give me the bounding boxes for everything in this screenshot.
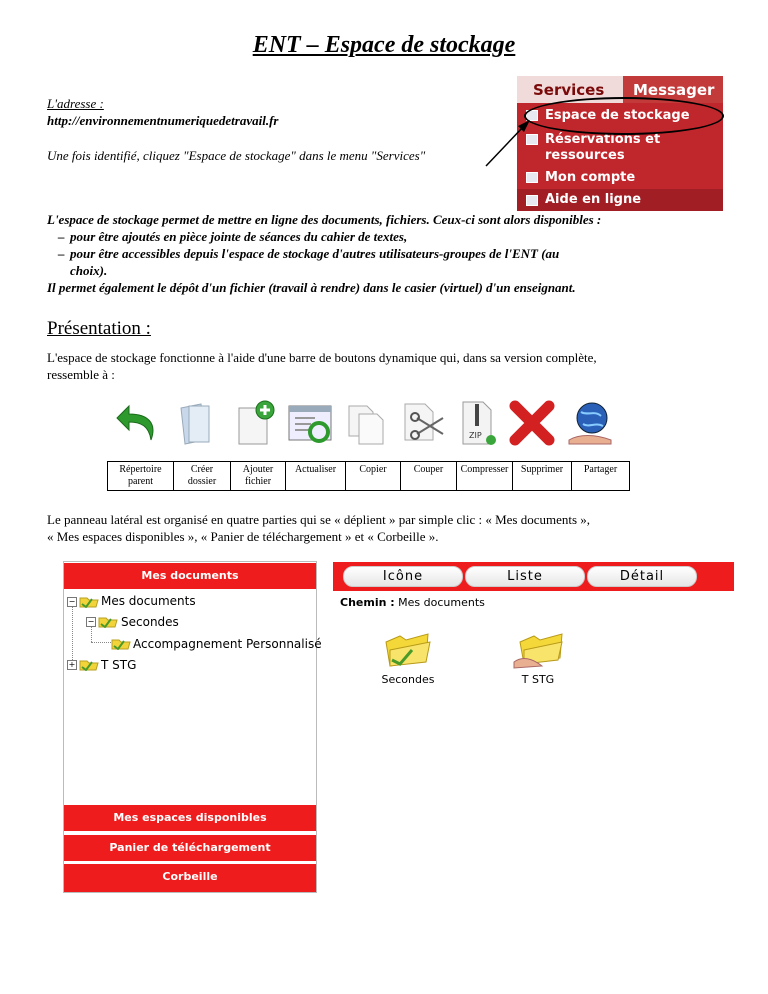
toolbar-labels xyxy=(107,461,630,491)
cut-icon[interactable] xyxy=(399,400,449,446)
panel-header-spaces[interactable]: Mes espaces disponibles xyxy=(64,804,316,831)
label-delete: Supprimer xyxy=(513,462,572,491)
view-mode-bar xyxy=(333,562,734,591)
shared-folder-icon xyxy=(78,594,100,608)
path-breadcrumb: Chemin : Mes documents xyxy=(340,596,485,609)
folder-tstg-icon[interactable] xyxy=(512,630,564,670)
label-compress: Compresser xyxy=(457,462,513,491)
copy-icon[interactable] xyxy=(343,400,393,446)
folder-icon[interactable] xyxy=(171,400,221,446)
menu-bullet-icon xyxy=(526,195,538,206)
svg-text:ZIP: ZIP xyxy=(469,431,482,440)
tree-item-tstg[interactable]: T STG xyxy=(101,658,137,672)
shared-folder-icon xyxy=(110,636,132,650)
address-label: L'adresse : xyxy=(47,96,104,111)
presentation-text-1: L'espace de stockage fonctionne à l'aide d'une barre de boutons dynamique qui, dans sa version complète, xyxy=(47,350,597,365)
page-title: ENT – Espace de stockage xyxy=(252,32,516,58)
menu-item-reservations-cont[interactable]: ressources xyxy=(545,148,625,163)
presentation-text-1-cont: ressemble à : xyxy=(47,367,115,382)
address-url[interactable]: http://environnementnumeriquedetravail.fr xyxy=(47,113,279,128)
shared-folder-icon xyxy=(97,614,119,628)
zip-icon[interactable] xyxy=(455,400,505,446)
tree-line xyxy=(72,604,73,668)
panel-header-trash[interactable]: Corbeille xyxy=(64,863,316,892)
tree-item-accompagnement[interactable]: Accompagnement Personnalisé xyxy=(133,637,322,651)
intro-line-1: L'espace de stockage permet de mettre en ligne des documents, fichiers. Ceux-ci sont alors disponibles : xyxy=(47,212,602,227)
view-icon-button[interactable]: Icône xyxy=(343,566,463,587)
intro-bullet-2: – pour être accessibles depuis l'espace de stockage d'autres utilisateurs-groupes de l'ENT (au xyxy=(58,246,560,261)
label-copy: Copier xyxy=(346,462,401,491)
services-tab[interactable]: Services xyxy=(517,76,623,103)
label-add-file: Ajouter fichier xyxy=(231,462,286,491)
instruction-text: Une fois identifié, cliquez "Espace de stockage" dans le menu "Services" xyxy=(47,148,426,163)
folder-secondes-icon[interactable] xyxy=(382,630,434,670)
delete-icon[interactable] xyxy=(507,400,557,446)
label-cut: Couper xyxy=(401,462,457,491)
intro-bullet-2-cont: choix). xyxy=(70,263,108,278)
label-create-folder: Créer dossier xyxy=(174,462,231,491)
label-share: Partager xyxy=(572,462,630,491)
messager-tab[interactable]: Messager xyxy=(623,76,723,103)
intro-line-2: Il permet également le dépôt d'un fichier (travail à rendre) dans le casier (virtuel) d'un enseignant. xyxy=(47,280,576,295)
expand-icon[interactable]: + xyxy=(68,660,76,669)
add-file-icon[interactable] xyxy=(229,400,279,446)
panel-header-basket[interactable]: Panier de téléchargement xyxy=(64,834,316,861)
label-refresh: Actualiser xyxy=(286,462,346,491)
presentation-text-2: Le panneau latéral est organisé en quatre parties qui se « déplient » par simple clic : « Mes documents », xyxy=(47,512,591,527)
menu-item-account[interactable]: Mon compte xyxy=(517,169,723,186)
side-panel xyxy=(63,561,322,893)
section-heading: Présentation : xyxy=(47,318,151,339)
collapse-icon[interactable]: − xyxy=(87,617,95,626)
folder-label-tstg: T STG xyxy=(521,673,555,686)
view-detail-button[interactable]: Détail xyxy=(587,566,697,587)
share-icon[interactable] xyxy=(565,400,615,446)
view-list-button[interactable]: Liste xyxy=(465,566,585,587)
menu-bullet-icon xyxy=(526,172,538,183)
collapse-icon[interactable]: − xyxy=(68,597,76,606)
pointer-arrow xyxy=(480,110,540,170)
folder-label-secondes: Secondes xyxy=(381,673,435,686)
menu-item-storage[interactable]: Espace de stockage xyxy=(517,107,723,124)
panel-header-documents[interactable]: Mes documents xyxy=(64,562,316,589)
presentation-text-2-cont: « Mes espaces disponibles », « Panier de téléchargement » et « Corbeille ». xyxy=(47,529,439,544)
label-parent-dir: Répertoire parent xyxy=(108,462,174,491)
menu-item-reservations[interactable]: Réservations et xyxy=(517,131,723,148)
highlight-oval xyxy=(524,97,724,135)
back-arrow-icon[interactable] xyxy=(113,400,163,446)
tree-line xyxy=(91,642,111,643)
tree-item-secondes[interactable]: Secondes xyxy=(121,615,179,629)
tree-item-mes-documents[interactable]: Mes documents xyxy=(101,594,196,608)
intro-bullet-1: – pour être ajoutés en pièce jointe de séances du cahier de textes, xyxy=(58,229,408,244)
refresh-icon[interactable] xyxy=(285,400,335,446)
menu-item-help[interactable]: Aide en ligne xyxy=(517,189,723,211)
shared-folder-icon xyxy=(78,657,100,671)
